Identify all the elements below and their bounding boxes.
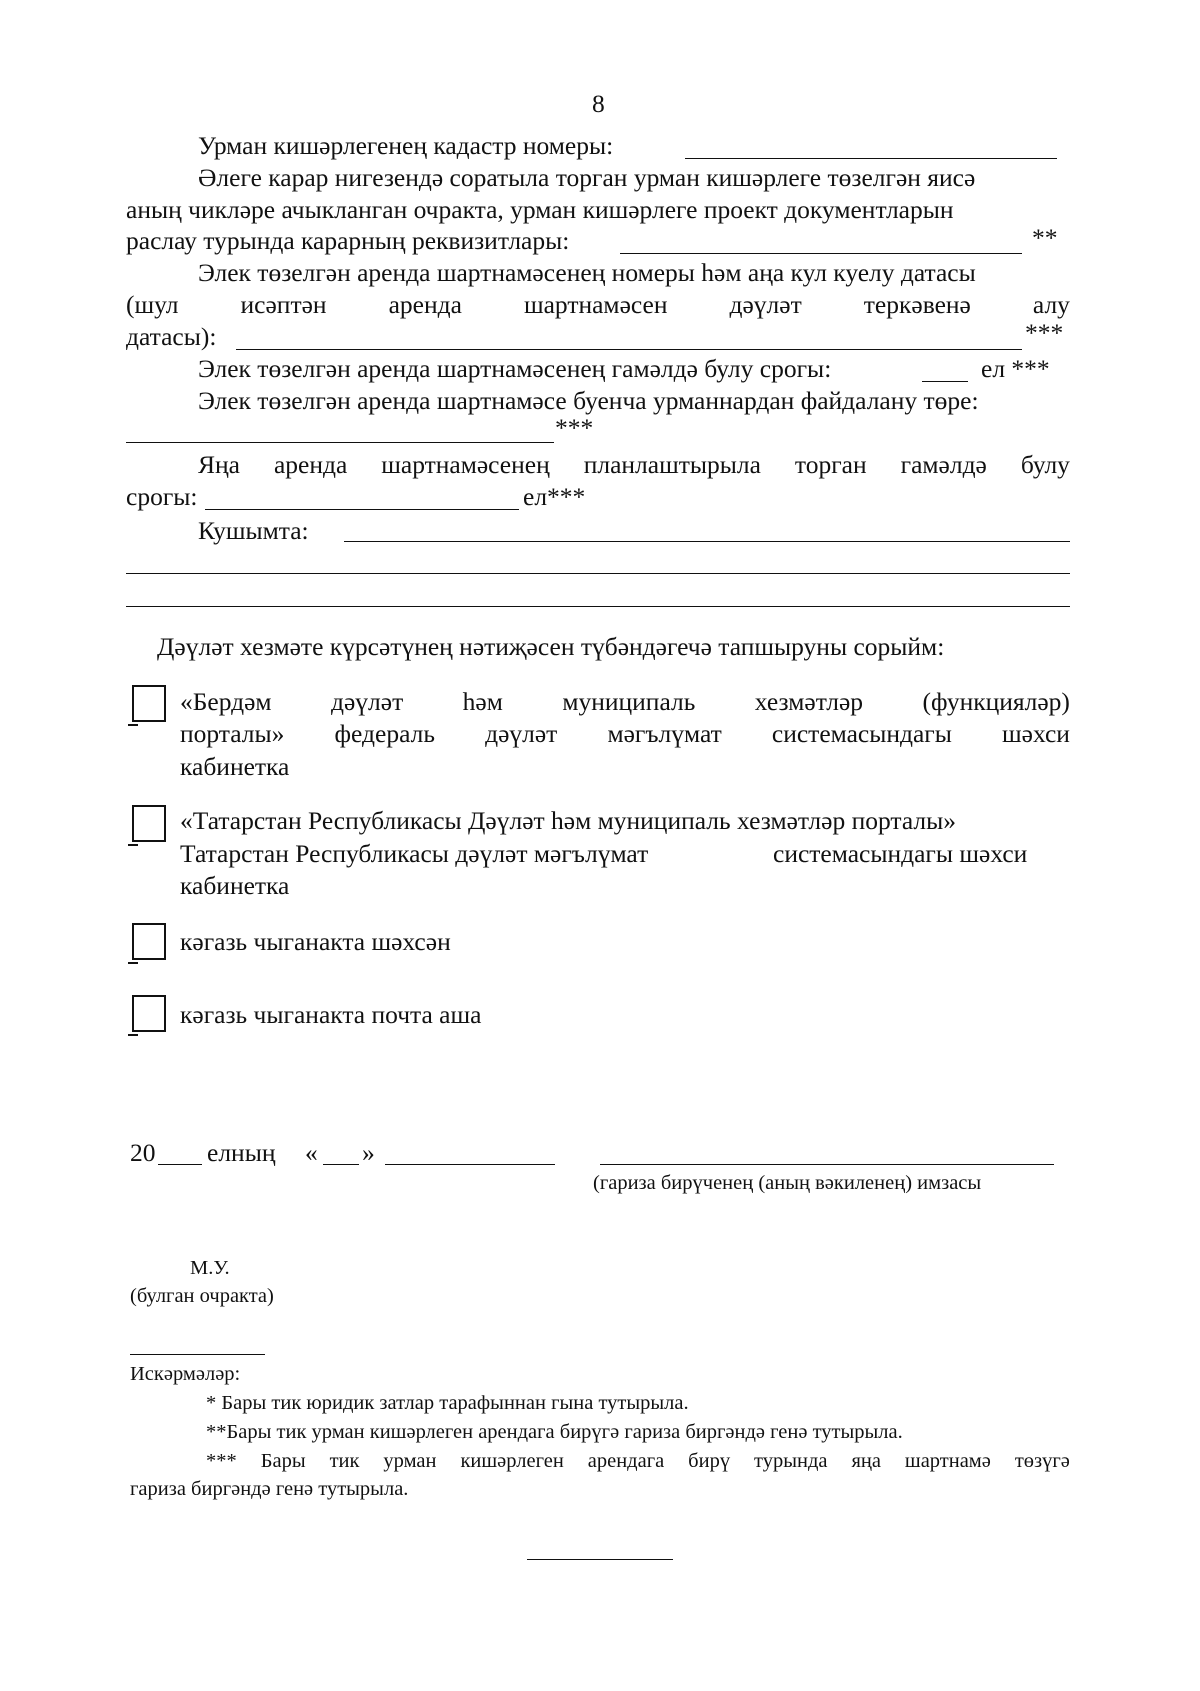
word: исәптән	[240, 290, 327, 319]
word: «Бердәм	[180, 687, 272, 716]
word: торган	[794, 450, 867, 479]
note-1: * Бары тик юридик затлар тарафыннан гына тутырыла.	[206, 1392, 689, 1414]
word: тик	[329, 1450, 360, 1472]
decision-footnote-mark: **	[1032, 223, 1058, 252]
delivery-option4-checkbox[interactable]	[132, 995, 166, 1032]
contract-text-line3: датасы):	[126, 322, 217, 351]
word: кишәрлеген	[460, 1450, 564, 1472]
word: гамәлдә	[900, 450, 987, 479]
word: турында	[754, 1450, 828, 1472]
word: бирү	[688, 1450, 731, 1472]
word: яңа	[851, 1450, 881, 1472]
word: планлаштырыла	[583, 450, 761, 479]
word: системасындагы	[771, 719, 952, 748]
decision-text-line2: аның чикләре ачыкланган очракта, урман кишәрлеге проект документларын	[126, 195, 954, 224]
contract-text-line1: Элек төзелгән аренда шартнамәсенең номеры һәм аңа кул куелу датасы	[198, 258, 976, 287]
word: аренда	[388, 290, 462, 319]
delivery-option1-line3: кабинетка	[180, 752, 290, 781]
word: (шул	[126, 290, 179, 319]
word: муниципаль	[562, 687, 696, 716]
delivery-option2-checkbox[interactable]	[132, 805, 166, 842]
word: порталы»	[180, 719, 285, 748]
term-input-line[interactable]	[922, 381, 968, 382]
usage-footnote-mark: ***	[555, 413, 594, 442]
new-term-input-line[interactable]	[205, 509, 519, 510]
word: дәүләт	[485, 719, 558, 748]
delivery-option4-label: кәгазь чыганакта почта аша	[180, 1000, 482, 1029]
delivery-option2-line1: «Татарстан Республикасы Дәүләт һәм муниципаль хезмәтләр порталы»	[180, 806, 957, 835]
usage-input-line[interactable]	[126, 442, 554, 443]
usage-label: Элек төзелгән аренда шартнамәсе буенча урманнардан файдалану төре:	[198, 386, 979, 415]
word: теркәвенә	[863, 290, 971, 319]
word: дәүләт	[729, 290, 802, 319]
word: арендага	[587, 1450, 665, 1472]
footnote-separator	[130, 1354, 265, 1355]
signature-caption: (гариза бирүченең (аның вәкиленең) имзасы	[593, 1172, 982, 1194]
word: төзүгә	[1014, 1450, 1070, 1472]
new-term-text-line1	[198, 450, 1070, 480]
delivery-option1-line1	[180, 687, 1070, 717]
word: (функцияләр)	[922, 687, 1070, 716]
new-term-text-line2: срогы:	[126, 482, 198, 511]
appendix-input-line-3[interactable]	[126, 606, 1070, 607]
date-month-input-line[interactable]	[385, 1164, 555, 1165]
word: дәүләт	[331, 687, 404, 716]
end-separator	[527, 1559, 673, 1560]
delivery-option3-label: кәгазь чыганакта шәхсән	[180, 927, 451, 956]
stamp-label: М.У.	[190, 1257, 230, 1279]
word: федераль	[334, 719, 435, 748]
note-3-line2: гариза биргәндә генә тутырыла.	[130, 1478, 409, 1500]
contract-text-line2	[126, 290, 1070, 320]
appendix-input-line-1[interactable]	[344, 541, 1070, 542]
word: шартнамә	[904, 1450, 991, 1472]
delivery-option2-line2-left: Татарстан Республикасы дәүләт мәгълүмат	[180, 839, 649, 868]
decision-input-line[interactable]	[620, 253, 1022, 254]
term-suffix: ел ***	[981, 354, 1050, 383]
date-day-input-line[interactable]	[323, 1164, 359, 1165]
note-3-line1	[206, 1448, 1070, 1474]
term-label: Элек төзелгән аренда шартнамәсенең гамәлдә булу срогы:	[198, 354, 832, 383]
date-year-prefix: 20	[130, 1138, 156, 1167]
word: шартнамәсенең	[381, 450, 550, 479]
date-quote-open: «	[305, 1138, 318, 1167]
delivery-option2-line3: кабинетка	[180, 871, 290, 900]
word: шартнамәсен	[523, 290, 668, 319]
word: Яңа	[198, 450, 240, 479]
word: урман	[383, 1450, 437, 1472]
stamp-note: (булган очракта)	[130, 1285, 274, 1307]
new-term-suffix: ел***	[523, 482, 586, 511]
appendix-label: Кушымта:	[198, 516, 309, 545]
cadastre-label: Урман кишәрлегенең кадастр номеры:	[198, 131, 614, 160]
delivery-option1-line2	[180, 719, 1070, 749]
notes-title: Искәрмәләр:	[130, 1363, 241, 1385]
delivery-option1-checkbox[interactable]	[132, 685, 166, 722]
page-number: 8	[592, 89, 605, 118]
date-year-word: елның	[207, 1138, 276, 1167]
date-quote-close: »	[362, 1138, 375, 1167]
signature-input-line[interactable]	[600, 1164, 1054, 1165]
contract-footnote-mark: ***	[1025, 318, 1064, 347]
word: алу	[1032, 290, 1070, 319]
word: хезмәтләр	[754, 687, 864, 716]
word: булу	[1020, 450, 1070, 479]
word: ***	[206, 1450, 237, 1472]
word: шәхси	[1002, 719, 1070, 748]
word: мәгълүмат	[607, 719, 722, 748]
delivery-option2-line2-right: системасындагы шәхси	[773, 839, 1028, 868]
contract-input-line[interactable]	[236, 349, 1022, 350]
decision-text-line3: раслау турында карарның реквизитлары:	[126, 226, 570, 255]
cadastre-input-line[interactable]	[685, 158, 1057, 159]
note-2: **Бары тик урман кишәрлеген арендага бирүгә гариза биргәндә генә тутырыла.	[206, 1421, 903, 1443]
date-year-input-line[interactable]	[158, 1164, 202, 1165]
decision-text-line1: Әлеге карар нигезендә соратыла торган урман кишәрлеге төзелгән яисә	[198, 163, 976, 192]
delivery-heading: Дәүләт хезмәте күрсәтүнең нәтиҗәсен түбәндәгечә тапшыруны сорыйм:	[157, 632, 945, 661]
delivery-option3-checkbox[interactable]	[132, 923, 166, 960]
word: һәм	[462, 687, 503, 716]
word: аренда	[273, 450, 348, 479]
appendix-input-line-2[interactable]	[126, 573, 1070, 574]
word: Бары	[260, 1450, 306, 1472]
